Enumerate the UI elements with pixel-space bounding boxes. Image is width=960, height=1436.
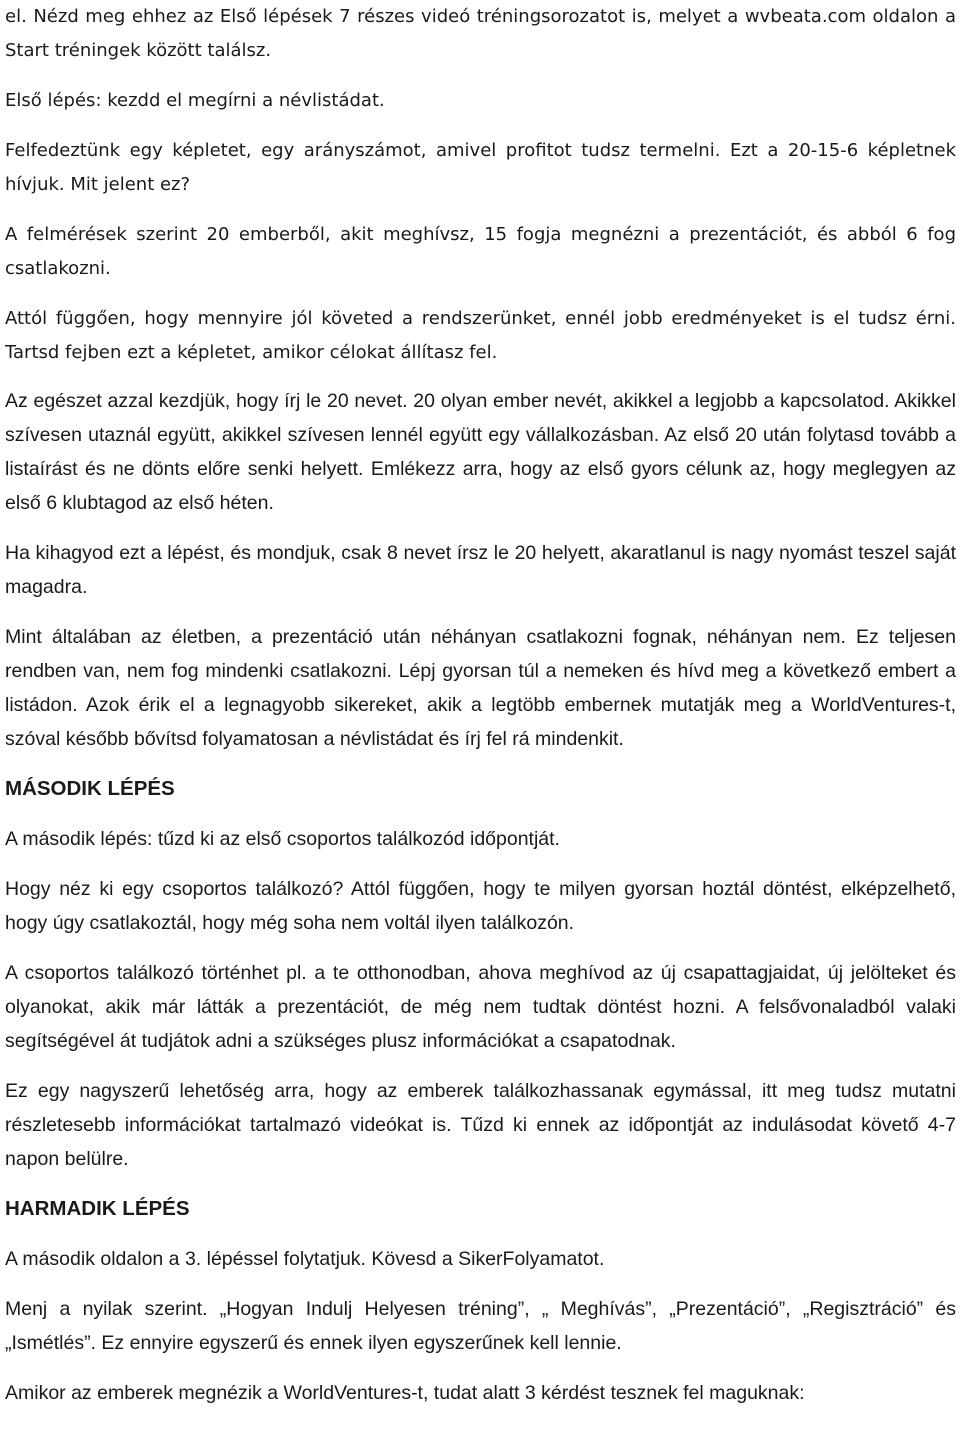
heading-second-step: MÁSODIK LÉPÉS [5,777,175,800]
paragraph-skip: Ha kihagyod ezt a lépést, és mondjuk, csak 8 nevet írsz le 20 helyett, akaratlanul is nagy nyomást teszel saját magadra. [5,542,956,598]
paragraph-opportunity: Ez egy nagyszerű lehetőség arra, hogy az emberek találkozhassanak egymással, itt meg tudsz mutatni részletesebb információkat tartalmazó videókat is. Tűzd ki ennek az időpontját az indulásodat követő 4-7 napon belülre. [5,1080,956,1170]
heading-third-step: HARMADIK LÉPÉS [5,1197,190,1220]
paragraph-group-meeting: Hogy néz ki egy csoportos találkozó? Attól függően, hogy te milyen gyorsan hoztál döntést, elképzelhető, hogy úgy csatlakoztál, hogy még soha nem voltál ilyen találkozón. [5,878,956,934]
paragraph-formula: Felfedeztünk egy képletet, egy arányszámot, amivel profitot tudsz termelni. Ezt a 20-15-6 képletnek hívjuk. Mit jelent ez? [5,140,956,195]
paragraph-first-step: Első lépés: kezdd el megírni a névlistádat. [5,90,385,111]
paragraph-results: Attól függően, hogy mennyire jól követed a rendszerünket, ennél jobb eredményeket is el tudsz érni. Tartsd fejben ezt a képletet, amikor célokat állítasz fel. [5,308,956,363]
paragraph-names: Az egészet azzal kezdjük, hogy írj le 20 nevet. 20 olyan ember nevét, akikkel a legjobb a kapcsolatod. Akikkel szívesen utaznál együtt, akikkel szívesen lennél együtt egy vállalkozásban. Az első 20 után folytasd tovább a listaírást és ne dönts előre senki helyett. Emlékezz arra, hogy az első gyors célunk az, hogy meglegyen az első 6 klubtagod az első héten. [5,390,956,514]
paragraph-questions: Amikor az emberek megnézik a WorldVentures-t, tudat alatt 3 kérdést tesznek fel maguknak: [5,1382,805,1404]
paragraph-third-step: A második oldalon a 3. lépéssel folytatjuk. Kövesd a SikerFolyamatot. [5,1248,605,1270]
document-page [5,0,956,1410]
paragraph-intro: el. Nézd meg ehhez az Első lépések 7 részes videó tréningsorozatot is, melyet a wvbeata.com oldalon a Start tréningek között találsz. [5,6,956,61]
paragraph-second-step: A második lépés: tűzd ki az első csoportos találkozód időpontját. [5,828,560,850]
paragraph-life: Mint általában az életben, a prezentáció után néhányan csatlakozni fognak, néhányan nem. Ez teljesen rendben van, nem fog mindenki csatlakozni. Lépj gyorsan túl a nemeken és hívd meg a következő embert a listádon. Azok érik el a legnagyobb sikereket, akik a legtöbb embernek mutatják meg a WorldVentures-t, szóval később bővítsd folyamatosan a névlistádat és írj fel rá mindenkit. [5,626,956,750]
paragraph-meeting-place: A csoportos találkozó történhet pl. a te otthonodban, ahova meghívod az új csapattagjaidat, új jelölteket és olyanokat, akik már látták a prezentációt, de még nem tudtak döntést hozni. A felsővonaladból valaki segítségével át tudjátok adni a szükséges plusz információkat a csapatodnak. [5,962,956,1052]
paragraph-arrows: Menj a nyilak szerint. „Hogyan Indulj Helyesen tréning”, „ Meghívás”, „Prezentáció”, „Regisztráció” és „Ismétlés”. Ez ennyire egyszerű és ennek ilyen egyszerűnek kell lennie. [5,1298,956,1354]
paragraph-survey: A felmérések szerint 20 emberből, akit meghívsz, 15 fogja megnézni a prezentációt, és abból 6 fog csatlakozni. [5,224,956,279]
